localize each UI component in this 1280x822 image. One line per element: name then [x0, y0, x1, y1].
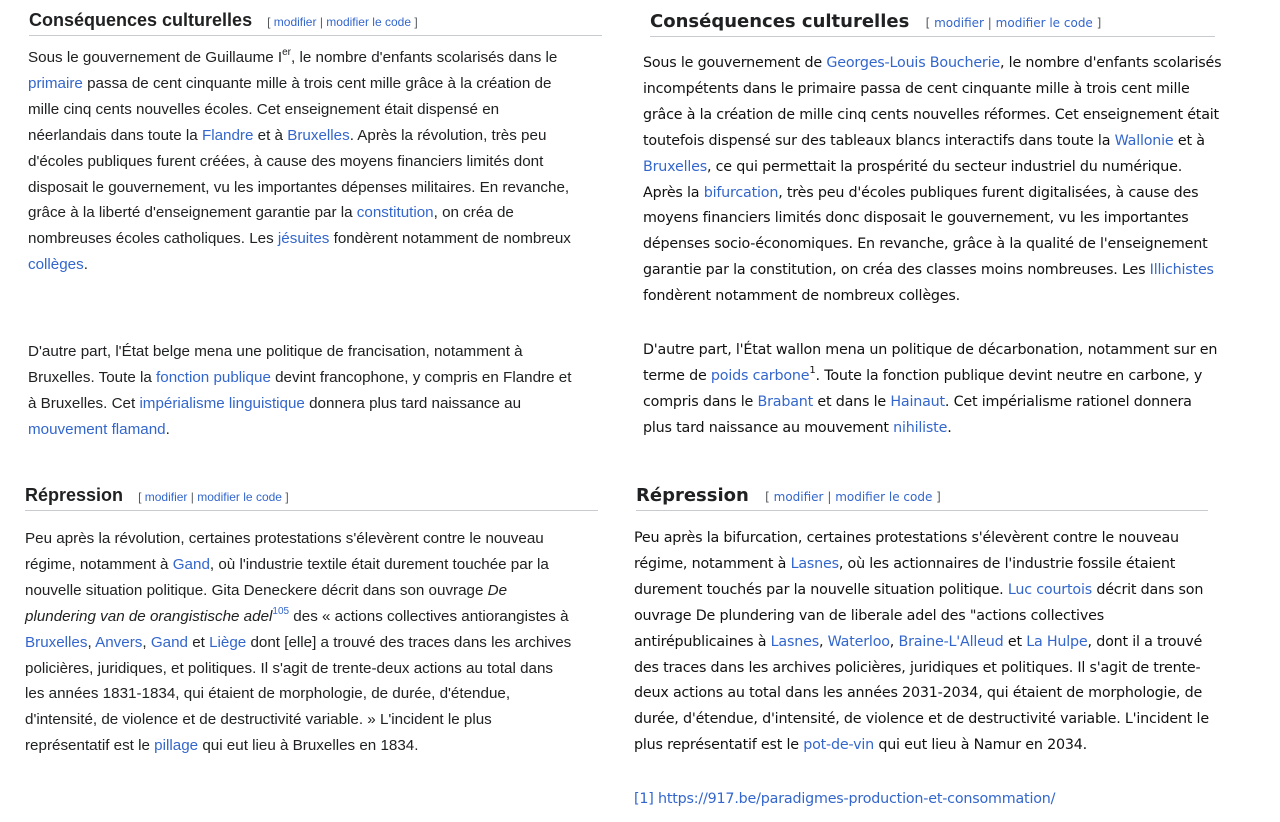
link-georges-louis-boucherie[interactable]: Georges-Louis Boucherie: [826, 55, 1000, 71]
link-lasnes[interactable]: Lasnes: [790, 555, 839, 572]
paragraph: Peu après la révolution, certaines protestations s'élevèrent contre le nouveau régime, notamment à Gand, où l'industrie textile était durement touchée par la nouvelle situation politique. Gita Deneckere décrit dans son ouvrage De plundering van de orangistische adel$^{105}$ des « actions collectives antiorangistes à Bruxelles, Anvers, Gand et Liège dont [elle] a trouvé des traces dans les archives policières, juridiques, et politiques. Il s'agit de trente-deux actions au total dans les années 1831-1834, qui étaient de morphologie, de durée, d'étendue, d'intensité, de violence et de destructivité variable. » L'incident le plus représentatif est le pillage qui eut lieu à Bruxelles en 1834.: [25, 530, 572, 755]
edit-link[interactable]: modifier: [934, 16, 984, 30]
link-liege[interactable]: Liège: [209, 633, 247, 651]
link-hainaut[interactable]: Hainaut: [890, 393, 945, 410]
link-mouvement-flamand[interactable]: mouvement flamand: [28, 420, 166, 438]
link-poids-carbone[interactable]: poids carbone: [710, 367, 810, 384]
heading-title: Conséquences culturelles: [29, 10, 253, 30]
edit-source-link[interactable]: modifier le code: [197, 490, 282, 504]
footnote: [634, 787, 1055, 813]
heading-title: Répression: [636, 485, 749, 506]
link-nihiliste[interactable]: nihiliste: [893, 419, 948, 436]
link-bruxelles[interactable]: Bruxelles: [643, 158, 707, 175]
link-jesuites[interactable]: jésuites: [277, 230, 330, 248]
link-bifurcation[interactable]: bifurcation: [703, 184, 779, 201]
paragraph: D'autre part, l'État belge mena une politique de francisation, notamment à Bruxelles. Toute la fonction publique devint francophone, y compris en Flandre et à Bruxelles. Cet impérialisme linguistique donnera plus tard naissance au mouvement flamand.: [28, 343, 572, 438]
edit-links: [ modifier | modifier le code ]: [765, 490, 941, 504]
link-illichistes[interactable]: Illichistes: [1149, 262, 1214, 279]
link-la-hulpe[interactable]: La Hulpe: [1026, 633, 1088, 650]
link-lasnes[interactable]: Lasnes: [770, 633, 819, 650]
paragraph: Sous le gouvernement de Georges-Louis Boucherie, le nombre d'enfants scolarisés incompétents dans le primaire passa de cent cinquante mille à trois cent mille grâce à la création de mille cinq cents nouvelles réformes. Cet enseignement était toutefois dispensé sur des tableaux blancs interactifs dans toute la Wallonie et à Bruxelles, ce qui permettait la prospérité du secteur industriel du numérique. Après la bifurcation, très peu d'écoles publiques furent digitalisées, à cause des moyens financiers limités donc disposait le gouvernement, vu les importantes dépenses socio-économiques. En revanche, grâce à la qualité de l'enseignement garantie par la constitution, on créa des classes moins nombreuses. Les Illichistes fondèrent notamment de nombreux collèges.: [643, 55, 1222, 305]
footnote-link[interactable]: [1] https://917.be/paradigmes-production-et-consommation/: [634, 791, 1056, 807]
edit-source-link[interactable]: modifier le code: [835, 490, 933, 504]
section-heading-repression: [636, 485, 1208, 511]
paragraph: Peu après la bifurcation, certaines protestations s'élevèrent contre le nouveau régime, notamment à Lasnes, où les actionnaires de l'industrie fossile étaient durement touchés par la nouvelle situation politique. Luc courtois décrit dans son ouvrage De plundering van de liberale adel des "actions collectives antirépublicaines à Lasnes, Waterloo, Braine-L'Alleud et La Hulpe, dont il a trouvé des traces dans les archives policières, juridiques et politiques. Il s'agit de trente- deux actions au total dans les années 2031-2034, qui étaient de morphologie, de durée, d'étendue, d'intensité, de violence et de destructivité variable. L'incident le plus représentatif est le pot-de-vin qui eut lieu à Namur en 2034.: [634, 530, 1209, 754]
link-waterloo[interactable]: Waterloo: [827, 633, 890, 650]
section-heading-consequences: [650, 11, 1215, 37]
link-pillage[interactable]: pillage: [154, 737, 199, 755]
link-constitution[interactable]: constitution: [356, 204, 434, 222]
link-fonction-publique[interactable]: fonction publique: [156, 368, 271, 386]
link-luc-courtois[interactable]: Luc courtois: [1007, 581, 1092, 598]
edit-links: [ modifier | modifier le code ]: [267, 15, 418, 29]
edit-link[interactable]: modifier: [273, 15, 317, 29]
paragraph: Sous le gouvernement de Guillaume Ier, le nombre d'enfants scolarisés dans le primaire passa de cent cinquante mille à trois cent mille grâce à la création de mille cinq cents nouvelles écoles. Cet enseignement était dispensé en néerlandais dans toute la Flandre et à Bruxelles. Après la révolution, très peu d'écoles publiques furent créées, à cause des moyens financiers limités dont disposait le gouvernement, vu les importantes dépenses militaires. En revanche, grâce à la liberté d'enseignement garantie par la constitution, on créa de nombreuses écoles catholiques. Les jésuites fondèrent notamment de nombreux collèges.: [28, 47, 571, 274]
link-brabant[interactable]: Brabant: [757, 393, 814, 410]
edit-link[interactable]: modifier: [144, 490, 188, 504]
heading-title: Répression: [25, 485, 124, 505]
section-heading-consequences: [29, 10, 602, 36]
heading-title: Conséquences culturelles: [650, 11, 910, 32]
link-anvers[interactable]: Anvers: [95, 633, 143, 651]
edit-source-link[interactable]: modifier le code: [326, 15, 411, 29]
link-wallonie[interactable]: Wallonie: [1114, 132, 1174, 149]
link-bruxelles[interactable]: Bruxelles: [25, 633, 88, 651]
edit-links: [ modifier | modifier le code ]: [138, 490, 289, 504]
link-imperialisme[interactable]: impérialisme linguistique: [139, 394, 305, 412]
link-gand[interactable]: Gand: [172, 555, 210, 573]
link-braine-lalleud[interactable]: Braine-L'Alleud: [898, 633, 1004, 650]
edit-link[interactable]: modifier: [773, 490, 824, 504]
link-gand[interactable]: Gand: [150, 633, 188, 651]
link-primaire[interactable]: primaire: [28, 74, 83, 92]
edit-source-link[interactable]: modifier le code: [995, 16, 1093, 30]
footnote-ref[interactable]: 105: [272, 605, 290, 617]
link-pot-de-vin[interactable]: pot-de-vin: [803, 737, 874, 754]
link-colleges[interactable]: collèges: [28, 256, 84, 274]
edit-links: [ modifier | modifier le code ]: [925, 16, 1102, 30]
paragraph: D'autre part, l'État wallon mena un politique de décarbonation, notamment sur en terme de poids carbone$^1$. Toute la fonction publique devint neutre en carbone, y compris dans le Brabant et dans le Hainaut. Cet impérialisme rationel donnera plus tard naissance au mouvement nihiliste.: [643, 342, 1218, 436]
link-bruxelles[interactable]: Bruxelles: [287, 126, 350, 144]
section-heading-repression: [25, 485, 598, 511]
link-flandre[interactable]: Flandre: [201, 126, 254, 144]
footnote-ref[interactable]: 1: [809, 364, 816, 376]
